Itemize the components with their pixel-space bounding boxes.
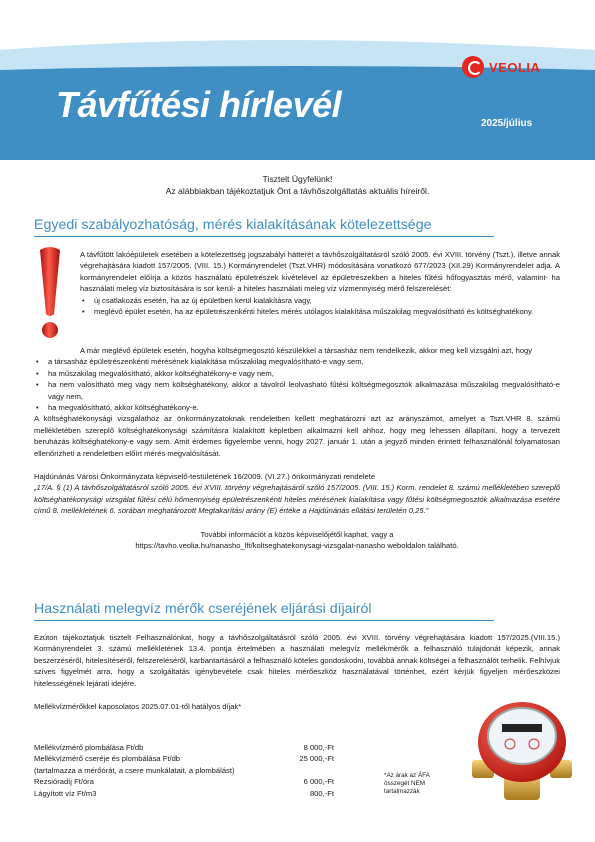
list-item: • új csatlakozás esetén, ha az új épületben kerül kialakításra vagy, (94, 295, 560, 306)
section1-body (34, 345, 560, 552)
list-item: • ha nem valósítható meg vagy nem költséghatékony, akkor a távolról leolvasható fűtési költségmegosztók alkalmazása műszakilag megvalósítható-e vagy nem, (48, 379, 560, 402)
section1-intro-block (80, 249, 560, 317)
table-row (34, 742, 334, 753)
vat-note: *Az árak az ÁFA összegét NEM tartalmazzák (384, 772, 430, 795)
fee-label: Mellékvízmérő cseréje és plombálása Ft/db (34, 754, 181, 764)
greeting-line-1: Tisztelt Ügyfelünk! (262, 174, 333, 184)
fee-label: Lágyított víz Ft/m3 (34, 788, 97, 798)
greeting (0, 173, 595, 197)
section1-para3: A költséghatékonysági vizsgálathoz az önkormányzatoknak rendeletben kellett meghatározni azt az arányszámot, amelyet a Tszt.VHR 8. számú mellékletében szereplő költséghatékonysági számításra kialakított képletben alkalmazni kell ahhoz, hogy meg lehessen állapítani, hogy a tervezett beruházás költséghatékony-e vagy sem. Amit érdemes figyelembe venni, hogy 2027. január 1. után a jegyző minden érintett felhasználónál folyamatosan ellenőrizheti a rendeletben előírt mérés megvalósítását. (34, 414, 560, 458)
section-divider (34, 236, 494, 238)
section-title-metering: Egyedi szabályozhatóság, mérés kialakításának kötelezettsége (34, 217, 432, 233)
fee-value: 8 000,-Ft (303, 743, 334, 752)
list-item: • meglévő épület esetén, ha az épületrészenkénti hiteles mérés utólagos kialakítása műszakilag megvalósítható és költséghatékony. (94, 306, 560, 317)
header-banner (0, 0, 595, 160)
newsletter-header (0, 0, 595, 160)
table-row (34, 776, 334, 787)
list-item: • ha műszakilag megvalósítható, akkor költséghatékony-e vagy nem, (48, 368, 560, 379)
more-info-line-1: További információt a közös képviselőjétől kaphat, vagy a (200, 529, 394, 539)
greeting-line-2: Az alábbiakban tájékoztatjuk Önt a távhőszolgáltatás aktuális híreiről. (165, 186, 430, 196)
decree-quote: „17/A. § (1) A távhőszolgáltatásról szóló 2005. évi XVIII. törvény végrehajtásáról szóló 157/2005. (VIII. 15.) Korm. rendelet 8. számú mellékletében szereplő költséghatékonysági vizsgálat fűtési célú hőmennyiség épületrészenkénti hiteles mérésének kialakítása vagy fűtési költségmegosztók alkalmazása esetére című 8. mellékletének 6. sorában meghatározott Megtakarítási arány (E) értéke a Hajdúnánás ellátási területén 0,25.” (34, 483, 560, 516)
decree-title: Hajdúnánás Városi Önkormányzata képviselő-testületének 16/2009. (VI.27.) önkormányzati rendelete (34, 472, 376, 482)
list-item: • a társasház épületrészenkénti mérésének kialakítása műszakilag megvalósítható-e vagy sem, (48, 356, 560, 367)
list-item: • ha megvalósítható, akkor költséghatékony-e. (48, 402, 560, 413)
section2-para1: Ezúton tájékoztatjuk tisztelt Felhasználónkat, hogy a távhőszolgáltatásról szóló 2005. évi XVIII. törvény végrehajtására kiadott 157/2025.(VIII.15.) Kormányrendelet 3. számú mellékletének 13.4. pontja értelmében a használati melegvíz mellékmérők a felhasználó tulajdonát képezik, annak beszerzéséről, hitelesítéséről, felszereléséről, karbantartásáról a felhasználó köteles gondoskodni, továbbá annak költségei a felhasználót terhelik. Felhívjuk szíves figyelmét arra, hogy a szolgáltatás igénybevétele csak hiteles mérőeszköz használatával történhet, ezért kérjük figyeljen mérőeszközei hitelességének lejárati idejére. (34, 633, 560, 688)
section1-bullets-1 (80, 295, 560, 318)
fee-value: 6 000,-Ft (303, 777, 334, 787)
table-row (34, 765, 334, 776)
fee-value: 25 000,-Ft (299, 754, 334, 764)
more-info-link[interactable]: https://tavho.veolia.hu/nanasho_lft/koltseghatekonysagi-vizsgalat-nanasho weboldalon található. (135, 541, 459, 551)
fee-value: 800,-Ft (309, 788, 334, 798)
section-divider (34, 620, 494, 622)
table-row (34, 753, 334, 764)
water-meter-image (468, 686, 576, 802)
fee-label: Rezsióradíj Ft/óra (34, 777, 94, 787)
fees-title: Mellékvízmérőkkel kaposolatos 2025.07.01-től hatályos díjak* (34, 702, 242, 712)
section1-intro: A távfűtött lakóépületek esetében a kötelezettség jogszabályi hátterét a távhőszolgáltatásról szóló 2005. évi XVIII. törvény (Tszt.), illetve annak végrehajtására kiadott 157/2005. (VIII. 15.) Kormányrendelet (Tszt.VHR) módosítására vonatkozó 677/2023 (XII.29) Kormányrendelet adja. A kormányrendelet előírja a közös használatú épületrészek kivételével az épületrészekben a hiteles fűtési hőfogyasztás mérő, valamint- ha használati meleg víz biztosítására is sor kerül- a hiteles használati meleg víz vízmennyiség mérő felszerelését: (80, 250, 560, 294)
section1-para2: A már meglévő épületek esetén, hogyha költségmegosztó készülékkel a társasház nem rendelkezik, akkor meg kell vizsgálni azt, hogy (80, 346, 533, 355)
fees-table (34, 742, 364, 799)
fee-label: Mellékvízmérő plombálása Ft/db (34, 743, 144, 752)
newsletter-title: Távfűtési hírlevél (56, 84, 342, 125)
veolia-logo[interactable] (462, 56, 540, 78)
section1-bullets-2 (34, 356, 560, 413)
veolia-logo-icon (462, 56, 484, 78)
issue-date: 2025/július (481, 118, 533, 129)
section-title-meter-fees: Használati melegvíz mérők cseréjének eljárási díjairól (34, 601, 372, 617)
fee-label: (tartalmazza a mérőórát, a csere munkálatait, a plombálást) (34, 765, 235, 775)
exclamation-icon (36, 246, 64, 340)
logo-text: VEOLIA (489, 59, 541, 75)
table-row (34, 788, 334, 799)
